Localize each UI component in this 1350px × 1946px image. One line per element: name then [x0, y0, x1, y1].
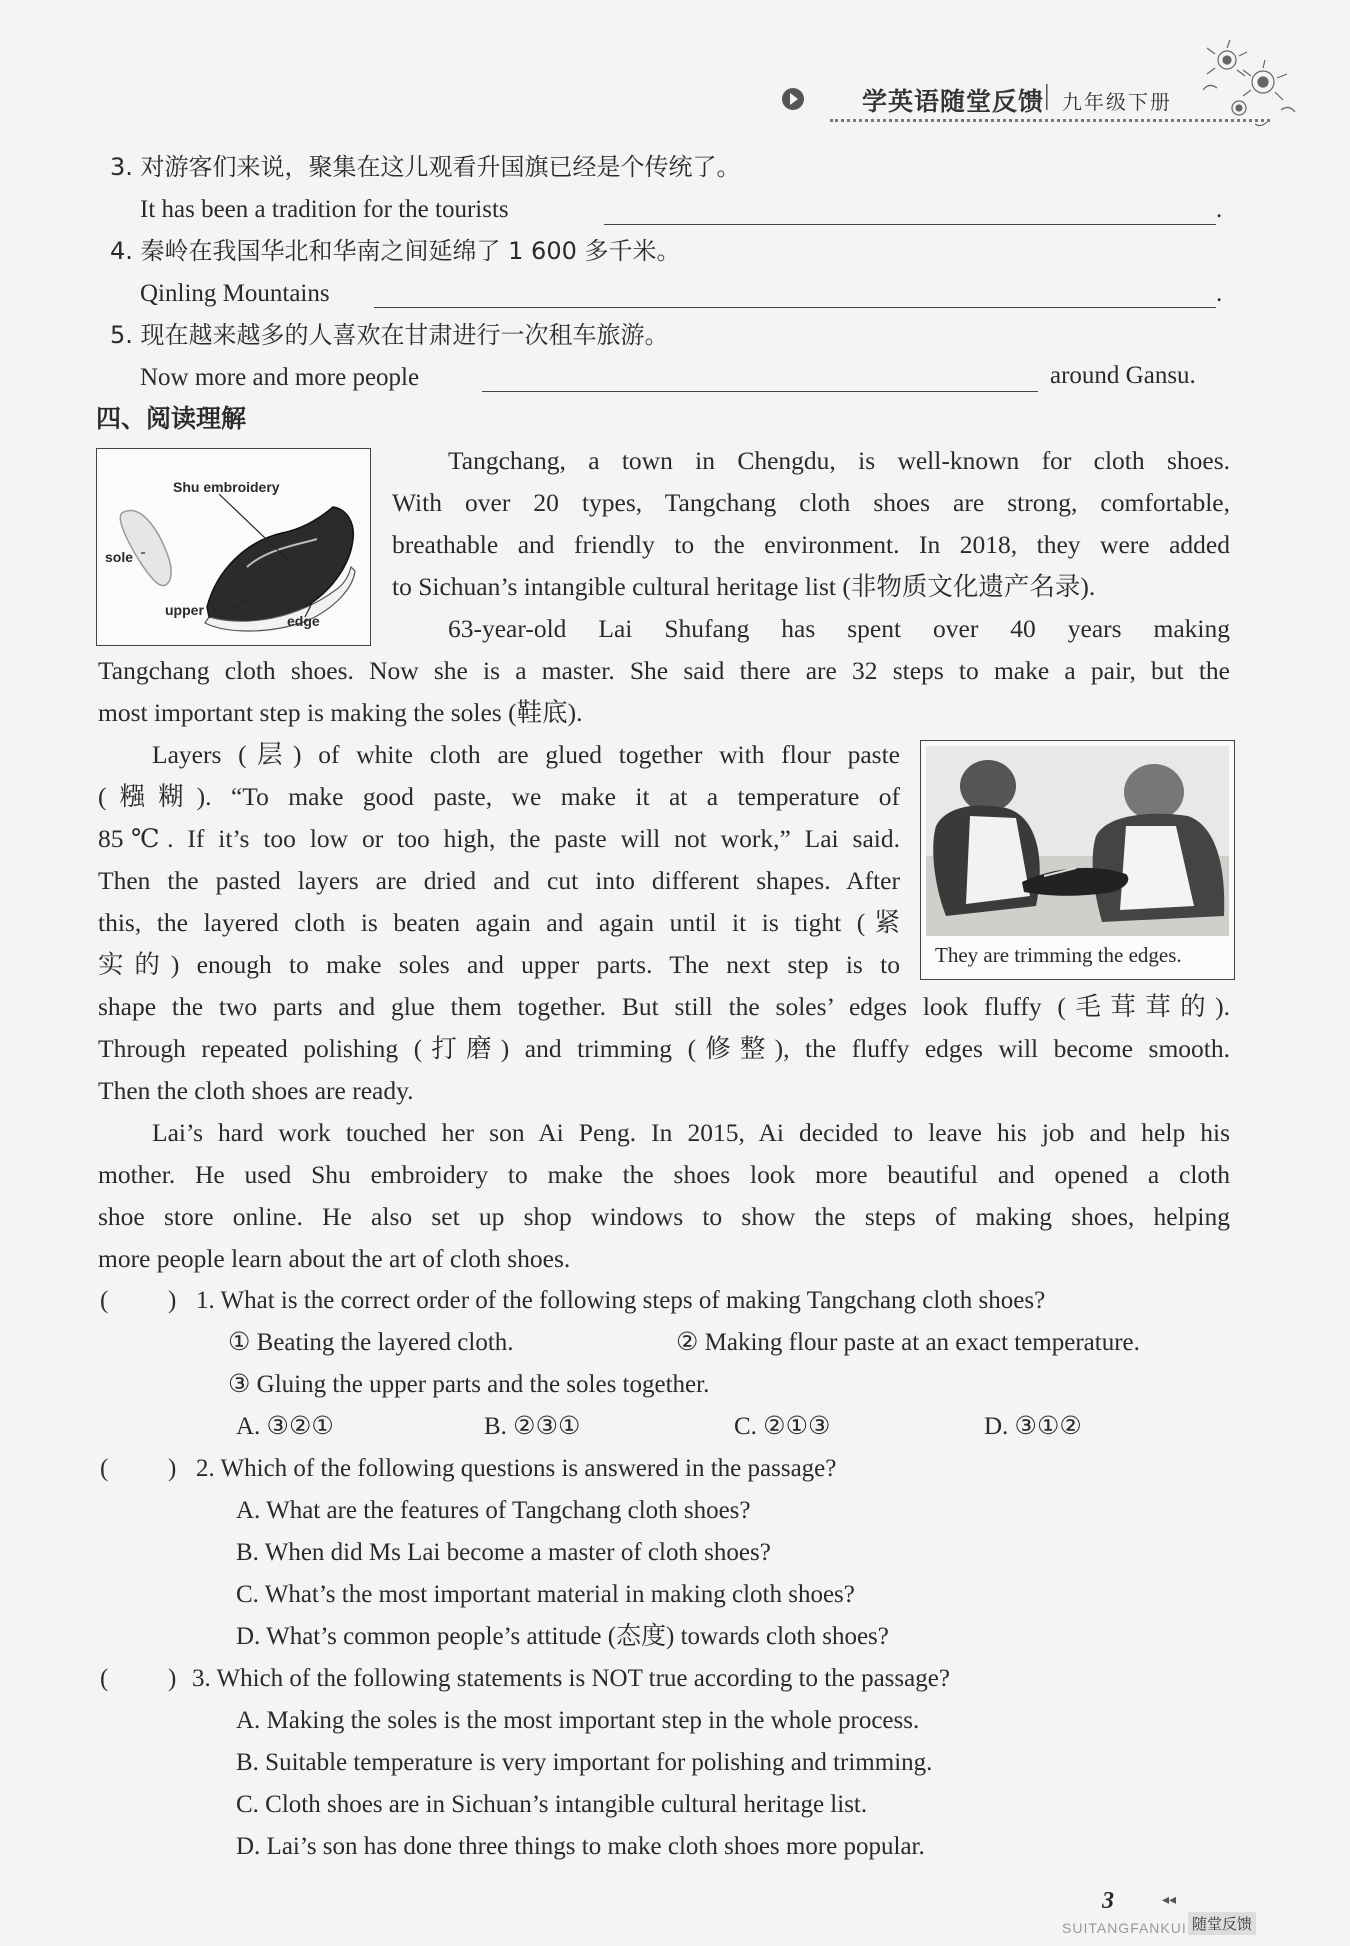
q3-option-c[interactable]: C. Cloth shoes are in Sichuan’s intangible cultural heritage list.: [236, 1791, 868, 1818]
q3-option-a[interactable]: A. Making the soles is the most important step in the whole process.: [236, 1707, 920, 1734]
footer-brand: SUITANGFANKUI: [1062, 1920, 1187, 1936]
answer-bracket-close-q2[interactable]: ): [168, 1455, 177, 1482]
passage-p4-line1: Lai’s hard work touched her son Ai Peng. In 2015, Ai decided to leave his job and help his: [152, 1118, 1230, 1147]
workers-photo-icon: [926, 746, 1229, 936]
passage-p3-line6: 实的) enough to make soles and upper parts. The next step is to: [98, 950, 900, 979]
page-number: 3: [1102, 1888, 1114, 1914]
q1-step-1: ① Beating the layered cloth.: [228, 1329, 514, 1356]
translation-q3-english: It has been a tradition for the tourists: [140, 196, 509, 223]
translation-q5-chinese: 5. 现在越来越多的人喜欢在甘肃进行一次租车旅游。: [110, 321, 669, 349]
passage-p3-line2: (糨糊). “To make good paste, we make it at a temperature of: [98, 782, 900, 811]
q1-option-d[interactable]: D. ③①②: [984, 1413, 1082, 1440]
q2-option-a[interactable]: A. What are the features of Tangchang cloth shoes?: [236, 1497, 751, 1524]
flower-ornament-icon: [1195, 38, 1305, 138]
q2-option-b[interactable]: B. When did Ms Lai become a master of cloth shoes?: [236, 1539, 771, 1566]
passage-p3-line7: shape the two parts and glue them together. But still the soles’ edges look fluffy (毛茸茸的).: [98, 992, 1230, 1021]
question-2: 2. Which of the following questions is answered in the passage?: [196, 1455, 837, 1482]
q1-option-c[interactable]: C. ②①③: [734, 1413, 831, 1440]
header-title: 学英语随堂反馈: [862, 87, 1045, 116]
answer-blank-q3[interactable]: [604, 224, 1216, 225]
passage-p1-line4: to Sichuan’s intangible cultural heritage list (非物质文化遗产名录).: [392, 572, 1096, 601]
question-3: 3. Which of the following statements is NOT true according to the passage?: [192, 1665, 950, 1692]
q3-option-d[interactable]: D. Lai’s son has done three things to make cloth shoes more popular.: [236, 1833, 925, 1860]
footer-tag: 随堂反馈: [1188, 1912, 1256, 1935]
shoe-diagram: [96, 448, 371, 646]
passage-p1-line3: breathable and friendly to the environment. In 2018, they were added: [392, 530, 1230, 559]
answer-bracket-open-q3[interactable]: (: [100, 1665, 109, 1692]
q2-option-d[interactable]: D. What’s common people’s attitude (态度) towards cloth shoes?: [236, 1623, 889, 1650]
passage-p2-line3: most important step is making the soles (鞋底).: [98, 698, 583, 727]
trimming-photo: [920, 740, 1235, 980]
translation-q4-chinese: 4. 秦岭在我国华北和华南之间延绵了 1 600 多千米。: [110, 237, 681, 265]
translation-q4-end: .: [1216, 280, 1223, 307]
section-title: 四、阅读理解: [96, 404, 247, 433]
answer-blank-q5[interactable]: [482, 391, 1038, 392]
passage-p3-line3: 85℃. If it’s too low or too high, the paste will not work,” Lai said.: [98, 824, 900, 853]
passage-p1-line1: Tangchang, a town in Chengdu, is well-known for cloth shoes.: [448, 446, 1230, 475]
translation-q5-end: around Gansu.: [1050, 362, 1196, 389]
play-icon: [782, 88, 804, 110]
passage-p4-line3: shoe store online. He also set up shop windows to show the steps of making shoes, helping: [98, 1202, 1230, 1231]
translation-q3-end: .: [1216, 196, 1223, 223]
translation-q4-english: Qinling Mountains: [140, 280, 330, 307]
answer-bracket-open-q2[interactable]: (: [100, 1455, 109, 1482]
q2-option-c[interactable]: C. What’s the most important material in making cloth shoes?: [236, 1581, 855, 1608]
arrow-left-icon: ◂◂: [1162, 1893, 1177, 1908]
label-edge: edge: [287, 613, 320, 629]
header-subtitle: 九年级下册: [1062, 90, 1172, 114]
answer-bracket-close-q3[interactable]: ): [168, 1665, 177, 1692]
q1-option-a[interactable]: A. ③②①: [236, 1413, 334, 1440]
q1-step-3: ③ Gluing the upper parts and the soles together.: [228, 1371, 710, 1398]
translation-q5-english: Now more and more people: [140, 364, 420, 391]
label-shu-embroidery: Shu embroidery: [173, 479, 280, 495]
answer-bracket-close-q1[interactable]: ): [168, 1287, 177, 1314]
passage-p3-line8: Through repeated polishing (打磨) and trimming (修整), the fluffy edges will become smooth.: [98, 1034, 1230, 1063]
answer-bracket-open-q1[interactable]: (: [100, 1287, 109, 1314]
passage-p2-line2: Tangchang cloth shoes. Now she is a master. She said there are 32 steps to make a pair, but the: [98, 656, 1230, 685]
passage-p2-line1: 63-year-old Lai Shufang has spent over 40 years making: [448, 614, 1230, 643]
passage-p4-line4: more people learn about the art of cloth shoes.: [98, 1244, 571, 1273]
answer-blank-q4[interactable]: [374, 307, 1216, 308]
translation-q3-chinese: 3. 对游客们来说，聚集在这儿观看升国旗已经是个传统了。: [110, 153, 741, 181]
photo-caption: They are trimming the edges.: [935, 943, 1182, 967]
passage-p3-line9: Then the cloth shoes are ready.: [98, 1076, 414, 1105]
passage-p4-line2: mother. He used Shu embroidery to make the shoes look more beautiful and opened a cloth: [98, 1160, 1230, 1189]
label-sole: sole: [105, 549, 134, 565]
question-1: 1. What is the correct order of the following steps of making Tangchang cloth shoes?: [196, 1287, 1046, 1314]
passage-p3-line1: Layers (层) of white cloth are glued together with flour paste: [152, 740, 900, 769]
passage-p3-line4: Then the pasted layers are dried and cut into different shapes. After: [98, 866, 900, 895]
q3-option-b[interactable]: B. Suitable temperature is very important for polishing and trimming.: [236, 1749, 933, 1776]
passage-p1-line2: With over 20 types, Tangchang cloth shoes are strong, comfortable,: [392, 488, 1230, 517]
q1-step-2: ② Making flour paste at an exact temperature.: [676, 1329, 1140, 1356]
label-upper-parts: upper parts: [165, 602, 243, 618]
header-separator: |: [1044, 80, 1050, 111]
passage-p3-line5: this, the layered cloth is beaten again and again until it is tight (紧: [98, 908, 900, 937]
q1-option-b[interactable]: B. ②③①: [484, 1413, 581, 1440]
